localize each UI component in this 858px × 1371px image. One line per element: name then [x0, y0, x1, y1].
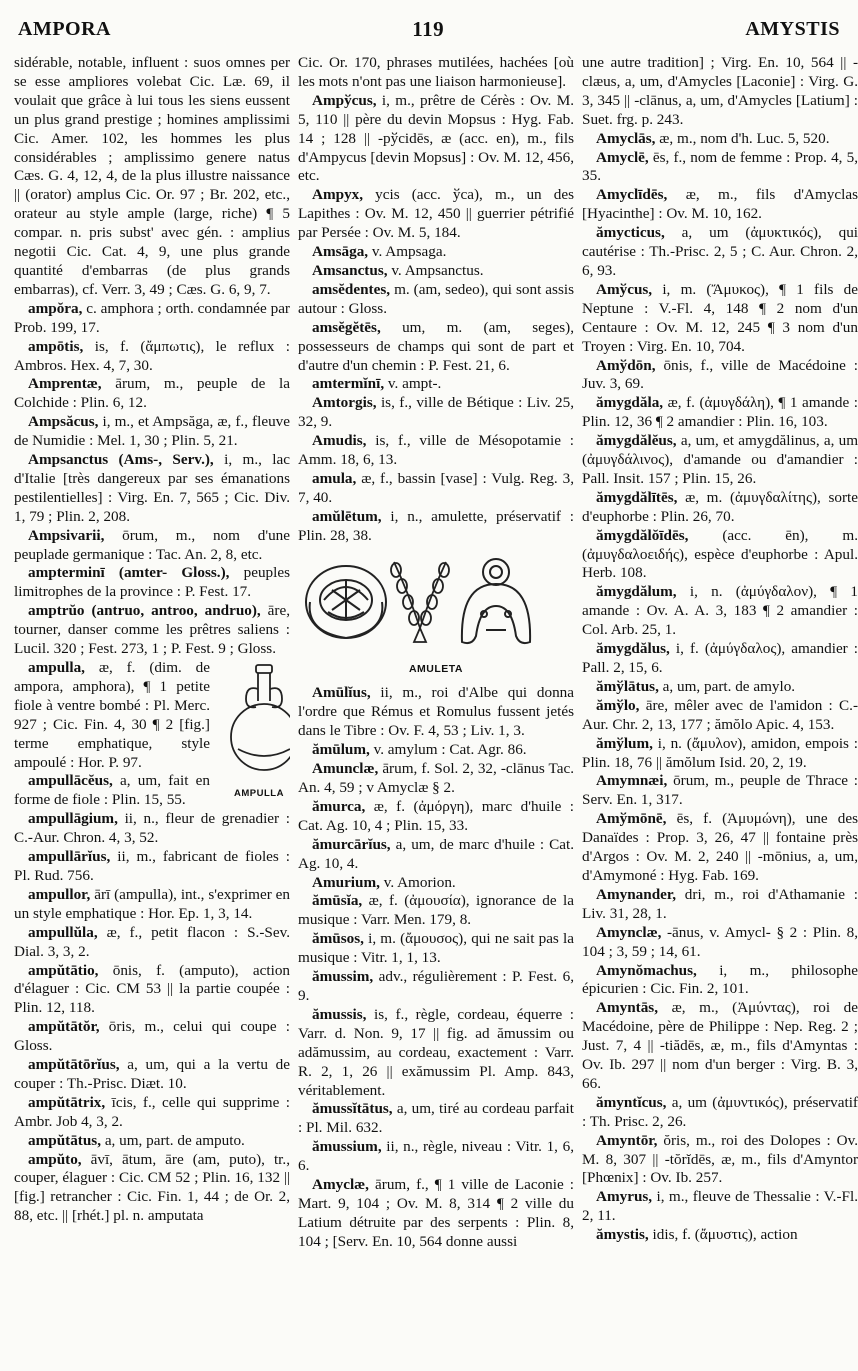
- column-3: [582, 54, 858, 1365]
- definition-text: is, f., ville de Bétique : Liv. 25, 32, 9.: [298, 394, 574, 431]
- headword: ampullārĭus,: [28, 848, 111, 866]
- definition-text: ycis (acc. ўca), m., un des Lapithes : Ov. M. 12, 450 || guerrier pétrifié par Persée : Ov. M. 5, 184.: [298, 186, 574, 242]
- entry-amymn-i: [582, 772, 858, 810]
- definition-text: æ, f. (ἀμυγδάλη), ¶ 1 amande : Plin. 12, 36 ¶ 2 amandier : Plin. 16, 103.: [582, 394, 858, 431]
- entry-am-latus: [582, 678, 858, 697]
- entry-amyntas: [582, 999, 858, 1094]
- headword: Amyntās,: [596, 999, 659, 1017]
- definition-text: i, f. (ἀμύγδαλος), amandier : Pall. 2, 15, 6.: [582, 640, 858, 676]
- column-2: [298, 54, 574, 1365]
- headword: ampullor,: [28, 885, 91, 903]
- entry-amussium: [298, 1138, 574, 1176]
- entry-amuletum: [298, 508, 574, 546]
- definition-text: æ, m. (ἀμυγδαλίτης), sorte d'euphorbe : Plin. 26, 70.: [582, 488, 858, 525]
- entry-am-don: [582, 357, 858, 395]
- headword: Amynander,: [596, 885, 677, 903]
- definition-text: a, um (ἀμυντικός), préservatif : Th. Prisc. 2, 26.: [582, 1093, 858, 1130]
- headword: Amyclæ,: [312, 1176, 369, 1194]
- definition-text: a, um, tiré au cordeau parfait : Pl. Mil. 632.: [298, 1100, 574, 1137]
- definition-text: i, n. (ἀμύγδαλον), ¶ 1 amande : Ov. A. A. 3, 183 ¶ 2 amandier : Col. Arb. 25, 1.: [582, 583, 858, 639]
- headword: ămўlātus,: [596, 677, 659, 695]
- definition-text: ēs, f., nom de femme : Prop. 4, 5, 35.: [582, 148, 858, 185]
- headword: Amўdōn,: [596, 356, 656, 374]
- definition-text: dri, m., roi d'Athamanie : Liv. 31, 28, 1.: [582, 885, 858, 922]
- headword: ampullŭla,: [28, 923, 98, 941]
- entry-amussitatus: [298, 1100, 574, 1138]
- amuleta-figure: [298, 550, 574, 679]
- entry-amyclas: [582, 130, 858, 149]
- entry-amystis: [582, 1226, 858, 1245]
- headword: ămussĭtātus,: [312, 1100, 393, 1118]
- entry-continuation: [582, 54, 858, 130]
- definition-text: a, um (ἀμυκτικός), qui cautérise : Th.-Prisc. 2, 5 ; C. Aur. Chron. 2, 6, 93.: [582, 224, 858, 279]
- definition-text: -ānus, v. Amycl- § 2 : Plin. 8, 104 ; 3, 59 ; 14, 61.: [582, 923, 858, 960]
- entry-amulius: [298, 684, 574, 741]
- entry-amputatio: [14, 962, 290, 1019]
- headword: Ampўcus,: [312, 91, 377, 109]
- entry-ampyx: [298, 186, 574, 243]
- entry-amulum: [298, 741, 574, 760]
- definition-text: ōrum, m., nom d'une peuplade germanique : Tac. An. 2, 8, etc.: [14, 526, 290, 563]
- definition-text: ōnis, f., ville de Macédoine : Juv. 3, 69.: [582, 356, 858, 393]
- definition-text: i, m., prêtre de Cérès : Ov. M. 5, 110 || père du devin Mopsus : Hyg. Fab. 14 ; 128 || -pўcidēs, æ (acc. en), m., fils d'Ampycus [devin Mopsus] : Ov. M. 12, 456, etc.: [298, 91, 574, 185]
- headword: Amprentæ,: [28, 375, 102, 393]
- headword: Amynclæ,: [596, 923, 662, 941]
- ampulla-illustration: [228, 659, 290, 779]
- definition-text: (acc. ēn), m. (ἀμυγδαλοειδής), espèce d'euphorbe : Apul. Herb. 108.: [582, 526, 858, 582]
- definition-text: a, um, qui a la vertu de couper : Th.-Prisc. Diæt. 10.: [14, 1056, 290, 1092]
- entry-amyrus: [582, 1188, 858, 1226]
- entry-amygdalum: [582, 583, 858, 640]
- entry-amynticus: [582, 1094, 858, 1132]
- entry-amygdala: [582, 394, 858, 432]
- headword: amsĕdentes,: [312, 280, 391, 298]
- headword: ampullāgium,: [28, 810, 118, 828]
- entry-amynander: [582, 886, 858, 924]
- headword: ămygdălĕus,: [596, 432, 677, 450]
- headword: Amўmōnē,: [596, 810, 667, 828]
- entry-amusos: [298, 930, 574, 968]
- entry-amputatus: [14, 1132, 290, 1151]
- header-left-guideword: AMPORA: [18, 17, 111, 40]
- entry-ampotis: [14, 338, 290, 376]
- entry-amputatorius: [14, 1056, 290, 1094]
- entry-ampsivarii: [14, 527, 290, 565]
- definition-text: æ, m., nom d'h. Luc. 5, 520.: [659, 129, 830, 147]
- headword: Ampsivarii,: [28, 526, 105, 544]
- definition-text: i, m., philosophe épicurien : Cic. Fin. 2, 101.: [582, 961, 858, 998]
- entry-amusia: [298, 892, 574, 930]
- definition-text: ārum, m., peuple de la Colchide : Plin. 6, 12.: [14, 375, 290, 412]
- entry-amyncl: [582, 924, 858, 962]
- entry-ampullor: [14, 886, 290, 924]
- headword: ămussim,: [312, 968, 374, 986]
- headword: amsĕgĕtēs,: [312, 318, 381, 336]
- definition-text: ii, m., roi d'Albe qui donna l'ordre que Rémus et Romulus fussent jetés dans le Tibre : Ov. F. 4, 53 ; Liv. 1, 3.: [298, 684, 574, 740]
- headword: ămūsos,: [312, 930, 364, 948]
- entry-am-cus: [582, 281, 858, 357]
- entry-amsedentes: [298, 281, 574, 319]
- definition-text: ōrum, m., peuple de Thrace : Serv. En. 1, 317.: [582, 772, 858, 809]
- entry-amyntor: [582, 1132, 858, 1189]
- definition-text: æ, f. (ἀμόργη), marc d'huile : Cat. Ag. 10, 4 ; Plin. 15, 33.: [298, 797, 574, 834]
- definition-text: i, n. (ἄμυλον), amidon, empois : Plin. 18, 76 || ămŏlum Isid. 20, 2, 19.: [582, 734, 858, 771]
- entry-am-lo: [582, 697, 858, 735]
- definition-text: āre, mêler avec de l'amidon : C.-Aur. Chr. 2, 13, 177 ; ămŏlo Apic. 4, 153.: [582, 696, 858, 733]
- headword: Amymnæi,: [596, 772, 668, 790]
- headword: ampŏra,: [28, 299, 83, 317]
- entry-amurca: [298, 798, 574, 836]
- headword: ămussis,: [312, 1005, 367, 1023]
- definition-text: une autre tradition] ; Virg. En. 10, 564 || -clæus, a, um, d'Amycles [Laconie] : Virg. G. 3, 345 || -clānus, a, um, d'Amycles [Latium] : Suet. frg. p. 243.: [582, 54, 858, 128]
- headword: Ampyx,: [312, 186, 364, 204]
- entry-amputatrix: [14, 1094, 290, 1132]
- entry-continuation: [298, 54, 574, 92]
- definition-text: a, um, part. de amylo.: [662, 677, 796, 695]
- definition-text: v. Amorion.: [383, 873, 456, 891]
- headword: Ampsanctus (Ams-, Serv.),: [28, 451, 214, 469]
- headword: ămўlum,: [596, 734, 653, 752]
- headword: ămygdăla,: [596, 394, 664, 412]
- definition-text: ii, n., fleur de grenadier : C.-Aur. Chron. 4, 3, 52.: [14, 810, 290, 847]
- headword: ămystis,: [596, 1226, 649, 1244]
- headword: ămurca,: [312, 797, 366, 815]
- headword: ămygdălītēs,: [596, 488, 678, 506]
- entry-amurcarius: [298, 836, 574, 874]
- headword: ămūlum,: [312, 741, 370, 759]
- headword: ampterminī (amter- Gloss.),: [28, 564, 230, 582]
- definition-text: ēs, f. (Ἀμυμώνη), une des Danaïdes : Prop. 3, 26, 47 || fontaine près d'Argos : Ov. M. 2, 240 || -mōnius, a, um, d'Amymoné : Hyg. Fab. 169.: [582, 810, 858, 884]
- definition-text: ōris, m., celui qui coupe : Gloss.: [14, 1018, 290, 1055]
- headword: Amunclæ,: [312, 760, 379, 778]
- headword: ampŭtātus,: [28, 1131, 102, 1149]
- headword: ămygdălum,: [596, 583, 677, 601]
- headword: ămyntĭcus,: [596, 1093, 667, 1111]
- headword: ămycticus,: [596, 224, 665, 242]
- amulets-illustration: [298, 550, 538, 662]
- definition-text: a, um, part. de amputo.: [104, 1131, 245, 1149]
- definition-text: ii, n., règle, niveau : Vitr. 1, 6, 6.: [298, 1138, 574, 1175]
- entry-am-mone: [582, 810, 858, 886]
- page-header: [18, 14, 840, 44]
- headword: Amūlĭus,: [312, 684, 371, 702]
- definition-text: i, m. (ἄμουσος), qui ne sait pas la musique : Vitr. 1, 1, 13.: [298, 930, 574, 967]
- entry-amygdaleus: [582, 432, 858, 489]
- definition-text: æ, f., petit flacon : S.-Sev. Dial. 3, 3, 2.: [14, 923, 290, 960]
- headword: Amurium,: [312, 873, 380, 891]
- definition-text: is, f., ville de Mésopotamie : Amm. 18, 6, 13.: [298, 432, 574, 469]
- entry-amptermini-amter-gloss: [14, 564, 290, 602]
- entry-amptruo-antruo-antroo-andruo: [14, 602, 290, 659]
- entry-ampsanctus-ams-serv: [14, 451, 290, 527]
- definition-text: ārī (ampulla), int., s'exprimer en un style emphatique : Hor. Ep. 1, 3, 14.: [14, 885, 290, 922]
- headword: amptrŭo (antruo, antroo, andruo),: [28, 602, 261, 620]
- definition-text: ōnis, f. (amputo), action d'élaguer : Cic. CM 53 || la partie coupée : Plin. 12, 118.: [14, 961, 290, 1017]
- definition-text: Cic. Or. 170, phrases mutilées, hachées [où les mots n'ont pas une liaison harmonieuse].: [298, 54, 574, 90]
- entry-amycticus: [582, 224, 858, 281]
- headword: Amyclās,: [596, 129, 656, 147]
- definition-text: is, f., règle, cordeau, équerre : Varr. d. Non. 9, 17 || fig. ad ămussim ou adămussim, au cordeau, exactement : Varr. R. 2, 1, 26 || exămussim Pl. Amp. 843, véritablement.: [298, 1005, 574, 1099]
- definition-text: æ, m., (Ἀμύντας), roi de Macédoine, père de Philippe : Nep. Reg. 2 ; Just. 7, 4 || -tiădēs, æ, m., fils d'Amyntas : Ov. Ib. 297 || nom d'un berger : Virg. B. 3, 66.: [582, 999, 858, 1092]
- entry-amula: [298, 470, 574, 508]
- headword: amula,: [312, 469, 357, 487]
- entry-amynomachus: [582, 962, 858, 1000]
- headword: ămygdălŏīdēs,: [596, 526, 689, 544]
- entry-amp-cus: [298, 92, 574, 187]
- column-1: [14, 54, 290, 1365]
- headword: Amyntōr,: [596, 1131, 658, 1149]
- definition-text: i, m., lac d'Italie [très dangereux par ses émanations pestilentielles] : Virg. En. 7, 565 ; Cic. Div. 1, 79 ; Plin. 2, 208.: [14, 451, 290, 525]
- entry-amygdalites: [582, 489, 858, 527]
- definition-text: æ, f., bassin [vase] : Vulg. Reg. 3, 7, 40.: [298, 469, 574, 506]
- definition-text: ārum, f., ¶ 1 ville de Laconie : Mart. 9, 104 ; Ov. M. 8, 314 ¶ 2 ville du Latium détruite par des serpents : Plin. 8, 104 ; [Serv. En. 10, 564 donne aussi: [298, 1176, 574, 1250]
- definition-text: i, m., fleuve de Thessalie : V.-Fl. 2, 11.: [582, 1188, 858, 1225]
- entry-amsanctus: [298, 262, 574, 281]
- definition-text: āre, tourner, danser comme les prêtres saliens : Lucil. 320 ; Fest. 273, 1 ; P. Fest. 9 ; Gloss.: [14, 602, 290, 658]
- definition-text: v. Ampsanctus.: [391, 261, 484, 279]
- headword: Amsāga,: [312, 243, 369, 261]
- entry-ampullarius: [14, 848, 290, 886]
- headword: amtermĭnī,: [312, 375, 385, 393]
- headword: ampŭtātōrĭus,: [28, 1056, 120, 1074]
- headword: Amyclē,: [596, 148, 649, 166]
- definition-text: i, n., amulette, préservatif : Plin. 28, 38.: [298, 507, 574, 544]
- headword: ămygdălus,: [596, 640, 670, 658]
- entry-ampullagium: [14, 810, 290, 848]
- headword: Amyrus,: [596, 1188, 653, 1206]
- entry-continuation: [14, 54, 290, 300]
- headword: Amynŏmachus,: [596, 961, 697, 979]
- headword: ampŭtātrix,: [28, 1093, 106, 1111]
- headword: Amўcus,: [596, 280, 653, 298]
- entry-amussis: [298, 1006, 574, 1101]
- entry-amycle: [582, 149, 858, 187]
- definition-text: c. amphora ; orth. condamnée par Prob. 199, 17.: [14, 299, 290, 336]
- definition-text: a, um, et amygdălinus, a, um (ἀμυγδάλινος), d'amande ou d'amandier : Pall. Insit. 157 ; Plin. 15, 26.: [582, 432, 858, 487]
- page-number: 119: [412, 16, 445, 41]
- entry-amussim: [298, 968, 574, 1006]
- definition-text: i, m. (Ἄμυκος), ¶ 1 fils de Neptune : V.-Fl. 4, 148 ¶ 2 nom d'un Centaure : Ov. M. 12, 245 ¶ 3 nom d'un Troyen : Virg. En. 10, 704.: [582, 280, 858, 355]
- headword: ămўlo,: [596, 696, 640, 714]
- definition-text: v. ampt-.: [387, 375, 442, 393]
- amuleta-caption: AMULETA: [408, 662, 464, 675]
- headword: ampŭto,: [28, 1150, 82, 1168]
- entry-ampora: [14, 300, 290, 338]
- entry-amprent: [14, 375, 290, 413]
- definition-text: is, f. (ἄμπωτις), le reflux : Ambros. Hex. 4, 7, 30.: [14, 337, 290, 374]
- headword: ampŭtātŏr,: [28, 1018, 100, 1036]
- headword: ămurcārĭus,: [312, 835, 391, 853]
- headword: ampulla,: [28, 659, 85, 676]
- definition-text: āvī, ātum, āre (am, puto), tr., couper, élaguer : Cic. CM 52 ; Plin. 16, 132 || [fig.] retrancher : Cic. Fin. 1, 44 ; de Or. 2, 88, etc. || [rhét.] pl. n. amputata: [14, 1150, 290, 1225]
- definition-text: peuples limitrophes de la province : P. Fest. 17.: [14, 564, 290, 601]
- entry-amputator: [14, 1018, 290, 1056]
- headword: Ampsăcus,: [28, 413, 99, 431]
- headword: amŭlētum,: [312, 507, 382, 525]
- ampulla-caption: AMPULLA: [234, 787, 284, 799]
- columns: [14, 54, 858, 1365]
- definition-text: a, um, fait en forme de fiole : Plin. 15, 55.: [14, 772, 210, 809]
- definition-text: æ, f. (ἀμουσία), ignorance de la musique : Varr. Men. 179, 8.: [298, 892, 574, 929]
- headword: Amsanctus,: [312, 261, 388, 279]
- definition-text: v. Ampsaga.: [371, 243, 447, 261]
- definition-text: ŏris, m., roi des Dolopes : Ov. M. 8, 307 || -tŏrĭdēs, æ, m., fils d'Amyntor [Phœnix] : Ov. Ib. 257.: [582, 1131, 858, 1187]
- headword: ămussium,: [312, 1138, 382, 1156]
- entry-am-lum: [582, 735, 858, 773]
- headword: Amudis,: [312, 432, 367, 450]
- entry-amygdaloides: [582, 527, 858, 584]
- definition-text: m. (am, sedeo), qui sont assis autour : Gloss.: [298, 280, 574, 317]
- definition-text: v. amylum : Cat. Agr. 86.: [373, 741, 527, 759]
- definition-text: i, m., et Ampsăga, æ, f., fleuve de Numidie : Mel. 1, 30 ; Plin. 5, 21.: [14, 413, 290, 450]
- headword: ămūsĭa,: [312, 892, 363, 910]
- definition-text: īcis, f., celle qui supprime : Ambr. Job 4, 3, 2.: [14, 1093, 290, 1130]
- entry-amycl: [298, 1176, 574, 1252]
- definition-text: um, m. (am, seges), possesseurs de champs qui sont de part et d'autre d'un chemin : P. Fest. 21, 6.: [298, 318, 574, 374]
- entry-amtermini: [298, 375, 574, 394]
- headword: ampŭtātio,: [28, 961, 99, 979]
- entry-amuncl: [298, 760, 574, 798]
- entry-amyclides: [582, 186, 858, 224]
- definition-text: ārum, f. Sol. 2, 32, -clānus Tac. An. 4, 59 ; v Amyclæ § 2.: [298, 760, 574, 796]
- header-right-guideword: AMYSTIS: [745, 17, 840, 40]
- entry-amputo: [14, 1151, 290, 1227]
- entry-ampullula: [14, 924, 290, 962]
- definition-text: ii, m., fabricant de fioles : Pl. Rud. 756.: [14, 848, 290, 884]
- headword: Amyclīdēs,: [596, 186, 668, 204]
- definition-text: æ, m., fils d'Amyclas [Hyacinthe] : Ov. M. 10, 162.: [582, 186, 858, 223]
- definition-text: æ, f. (dim. de ampora, amphora), ¶ 1 petite fiole à ventre bombé : Pl. Merc. 927 ; Cic. Fin. 4, 30 ¶ 2 [fig.] terme emphatique, style ampoulé : Hor. P. 97.: [14, 659, 210, 771]
- entry-amtorgis: [298, 394, 574, 432]
- headword: ampōtis,: [28, 337, 84, 355]
- definition-text: adv., régulièrement : P. Fest. 6, 9.: [298, 968, 574, 1004]
- entry-amsegetes: [298, 319, 574, 376]
- entry-amudis: [298, 432, 574, 470]
- ampulla-figure: [214, 659, 290, 804]
- definition-text: a, um, de marc d'huile : Cat. Ag. 10, 4.: [298, 835, 574, 872]
- headword: Amtorgis,: [312, 394, 377, 412]
- entry-amsaga: [298, 243, 574, 262]
- entry-ampsacus: [14, 413, 290, 451]
- entry-amurium: [298, 874, 574, 893]
- entry-amygdalus: [582, 640, 858, 678]
- definition-text: sidérable, notable, influent : suos omnes per se esse ampliores volebat Cic. Læ. 69, il voulait que grâce à lui tous les siens eussent un plus grand prestige ; homines amplissimi Cic. Amer. 102, les hommes les plus considérables ; amplissimo genere natus Cæs. G. 4, 12, 4, de la plus illustre naissance || (orator) amplus Cic. Or. 97 ; Br. 202, etc., orateur au style ample (large, riche) ¶ 5 compar. n. pris subst' avec gén. : amplius negotii Cic. Cat. 4, 9, une plus grande quantité d'embarras (de plus grands embarras), cf. Verr. 3, 49 ; Cæs. G. 6, 9, 7.: [14, 54, 290, 298]
- definition-text: idis, f. (ἄμυστις), action: [652, 1226, 798, 1244]
- headword: ampullācĕus,: [28, 772, 113, 790]
